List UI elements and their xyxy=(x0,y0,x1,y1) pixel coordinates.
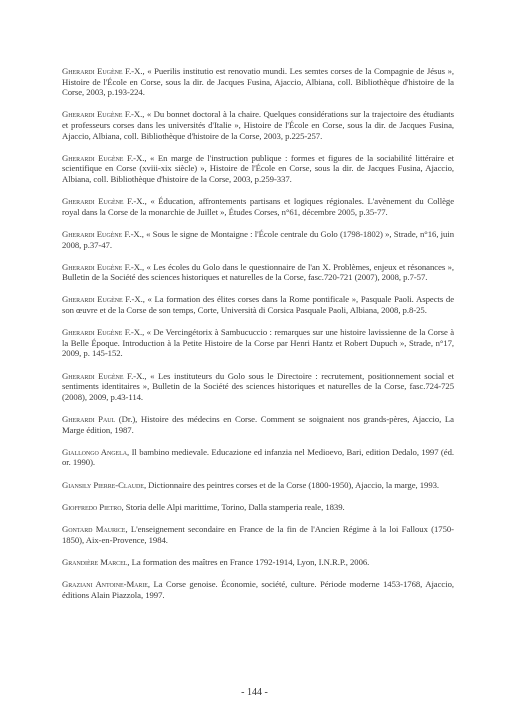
entry-author: Graziani Antoine-Marie xyxy=(62,578,148,589)
bibliography-entry xyxy=(62,153,454,185)
entry-text: , La formation des maîtres en France 1792-1914, Lyon, I.N.R.P., 2006. xyxy=(127,556,370,567)
bibliography-entry xyxy=(62,229,454,250)
entry-text: , « De Vercingétorix à Sambucuccio : remarques sur une histoire lavissienne de la Corse à la Belle Époque. Introduction à la Petite Histoire de la Corse par Henri Hantz et Robert Dupuch », Strade, n°17, 2009, p. 145-152. xyxy=(62,327,455,359)
entry-author: Gherardi Eugène F.-X. xyxy=(62,228,142,239)
entry-author: Gherardi Eugène F.-X. xyxy=(62,109,143,120)
bibliography-entry xyxy=(62,447,454,468)
bibliography-entry xyxy=(62,327,454,359)
bibliography-entry xyxy=(62,109,454,141)
entry-author: Giallongo Angela xyxy=(62,446,128,457)
entry-text: , L'enseignement secondaire en France de la fin de l'Ancien Régime à la loi Falloux (1750-1850), Aix-en-Provence, 1984. xyxy=(62,523,454,545)
entry-text: , « Les écoles du Golo dans le questionnaire de l'an X. Problèmes, enjeux et résonances », Bulletin de la Société des sciences historiques et naturelles de la Corse, fasc.720-721 (2007), 2008, p.7-57. xyxy=(62,261,454,283)
entry-author: Gherardi Eugène F.-X. xyxy=(62,370,145,381)
bibliography-entry xyxy=(62,294,454,315)
bibliography-entry xyxy=(62,524,454,545)
bibliography-entry xyxy=(62,502,454,513)
entry-author: Gherardi Paul xyxy=(62,414,116,424)
entry-text: , « Puerilis institutio est renovatio mundi. Les semtes corses de la Compagnie de Jésus », Histoire de l'École en Corse, sous la dir. de Jacques Fusina, Ajaccio, Albiana, coll. Bibliothèque d'histoire de la Corse, 2003, p.193-224. xyxy=(62,66,454,98)
entry-text: , « Les instituteurs du Golo sous le Directoire : recrutement, positionnement social et sentiments identitaires », Bulletin de la Société des sciences historiques et naturelles de la Corse, fasc.724-725 (2008), 2009, p.43-114. xyxy=(62,370,455,402)
entry-text: , « Éducation, affrontements partisans et logiques régionales. L'avènement du Collège royal dans la Corse de la monarchie de Juillet », Études Corses, n°61, décembre 2005, p.35-77. xyxy=(62,196,454,217)
bibliography-entry xyxy=(62,262,454,283)
bibliography-entry xyxy=(62,371,454,403)
bibliography-entry xyxy=(62,66,454,98)
entry-text: , « En marge de l'instruction publique : formes et figures de la sociabilité littéraire et scientifique en Corse (xviii-xix siècle) », Histoire de l'École en Corse, sous la dir. de Jacques Fusina, Ajaccio, Albiana, coll. Bibliothèque d'histoire de la Corse, 2003, p.259-337. xyxy=(62,152,454,184)
entry-text: , La Corse genoise. Économie, société, culture. Période moderne 1453-1768, Ajaccio, éditions Alain Piazzola, 1997. xyxy=(62,578,454,600)
entry-author: Gherardi Eugène F.-X. xyxy=(62,327,143,338)
entry-author: Gontard Maurice xyxy=(62,523,126,534)
bibliography-entry xyxy=(62,414,454,435)
entry-text: (Dr.), Histoire des médecins en Corse. Comment se soignaient nos grands-pères, Ajaccio, La Marge édition, 1987. xyxy=(62,414,454,435)
entry-author: Gherardi Eugène F.-X. xyxy=(62,261,143,272)
bibliography-entry xyxy=(62,480,454,491)
entry-author: Grandière Marcel xyxy=(62,556,128,567)
entry-text: , Dictionnaire des peintres corses et de la Corse (1800-1950), Ajaccio, la marge, 1993. xyxy=(143,479,440,490)
entry-text: , « La formation des élites corses dans la Rome pontificale », Pasquale Paoli. Aspects de son œuvre et de la Corse de son temps, Corte, Università di Corsica Pasquale Paoli, Albiana, 2008, p.8-25. xyxy=(62,294,455,316)
entry-author: Gherardi Eugène F.-X. xyxy=(62,66,143,76)
bibliography-entry xyxy=(62,557,454,568)
entry-author: Giansily Pierre-Claude xyxy=(62,479,144,490)
entry-text: , Il bambino medievale. Educazione ed infanzia nel Medioevo, Bari, edition Dedalo, 1997 (éd. or. 1990). xyxy=(62,446,454,468)
entry-text: , « Du bonnet doctoral à la chaire. Quelques considérations sur la trajectoire des étudiants et professeurs corses dans les universités d'Italie », Histoire de l'École en Corse, sous la dir. de Jacques Fusina, Ajaccio, Albiana, coll. Bibliothèque d'histoire de la Corse, 2003, p.225-257. xyxy=(62,109,454,141)
bibliography-entry xyxy=(62,579,454,600)
entry-author: Gioffredo Pietro xyxy=(62,501,122,512)
entry-text: , « Sous le signe de Montaigne : l'École centrale du Golo (1798-1802) », Strade, n°16, juin 2008, p.37-47. xyxy=(62,228,454,250)
entry-author: Gherardi Eugène F.-X. xyxy=(62,152,145,163)
entry-author: Gherardi Eugène F.-X. xyxy=(62,196,145,207)
entry-author: Gherardi Eugène F.-X. xyxy=(62,294,143,305)
bibliography-entry xyxy=(62,196,454,217)
bibliography-list xyxy=(62,66,454,612)
page-number: - 144 - xyxy=(241,687,268,698)
entry-text: , Storia delle Alpi marittime, Torino, Dalla stamperia reale, 1839. xyxy=(121,501,345,512)
